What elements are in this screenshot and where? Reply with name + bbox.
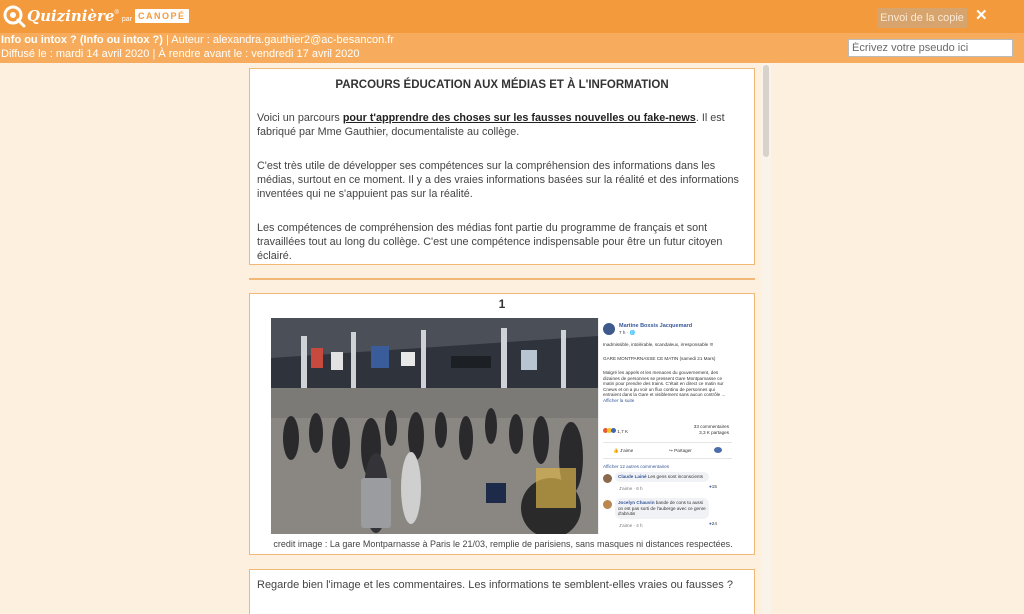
comment-1-like-count: 15 [711, 484, 717, 489]
station-photo [271, 318, 598, 534]
post-reactions [603, 428, 628, 435]
comment-avatar-1 [603, 474, 612, 483]
share-button[interactable] [669, 448, 692, 454]
comment-1-text: Les gens sont inconscients [646, 474, 704, 479]
logo-registered: ® [114, 10, 119, 16]
intro-paragraph-1 [257, 111, 747, 139]
comment-1 [615, 472, 709, 482]
comment-2-likes [709, 521, 717, 527]
quiziniere-logo-icon [2, 4, 26, 28]
comment-2-meta: J'aime · 4 h [619, 523, 643, 528]
like-label: J'aime [620, 448, 634, 453]
quiz-title: Info ou intox ? (Info ou intox ?) [1, 34, 163, 46]
close-icon[interactable]: ✕ [975, 7, 988, 24]
comments-count: 33 commentaires [693, 424, 729, 429]
fake-news-link[interactable]: pour t'apprendre des choses sur les fausses nouvelles ou fake-news [342, 112, 696, 124]
post-line-1: Inadmissible, intolérable, scandaleux, irresponsable !!! [603, 342, 714, 347]
comment-1-likes [709, 484, 717, 490]
top-bar [0, 0, 1024, 33]
info-line-2 [1, 48, 360, 60]
account-icon[interactable] [714, 447, 722, 453]
comment-2-like-count: 24 [711, 521, 717, 526]
post-divider-2 [603, 458, 732, 459]
question-2-card [249, 569, 755, 614]
logo-par: par [121, 15, 133, 23]
share-icon: ↪ [669, 448, 673, 453]
like-button[interactable] [613, 448, 633, 454]
question-1-card [249, 293, 755, 555]
post-body [603, 370, 732, 404]
reaction-count: 1,7 K [617, 429, 629, 434]
comment-2 [615, 498, 709, 519]
post-more-link[interactable]: Afficher la suite [603, 397, 635, 403]
canope-logo: CANOPÉ [135, 9, 189, 23]
image-caption: credit image : La gare Montparnasse à Paris le 21/03, remplie de parisiens, sans masques ni distances respectées. [273, 539, 733, 549]
intro-paragraph-2: C'est très utile de développer ses compétences sur la compréhension des informations dans les médias, surtout en ce moment. Il y a des vraies informations basées sur la réalité et des informations inventées qui ne s'appuient pas sur la réalité. [257, 160, 739, 200]
intro-paragraph-3: Les compétences de compréhension des médias font partie du programme de français et sont travaillées tout au long du collège. C'est une compétence indispensable pour être un futur citoyen éclairé. [257, 222, 723, 262]
intro-card [249, 68, 755, 265]
share-label: Partager [674, 448, 692, 453]
scrollbar-thumb[interactable] [763, 65, 769, 157]
comment-2-author[interactable]: Jocelyn Chauvin [618, 500, 655, 505]
comment-1-meta: J'aime · 6 h [619, 486, 643, 491]
comment-avatar-2 [603, 500, 612, 509]
due-date: | À rendre avant le : vendredi 17 avril 2020 [152, 48, 360, 60]
question-2-text: Regarde bien l'image et les commentaires. Les informations te semblent-elles vraies ou fausses ? [257, 579, 733, 591]
question-number: 1 [498, 297, 506, 311]
post-body-text: Malgré les appels et les menaces du gouvernement, des dizaines de personnes se pressent Gare Montparnasse ce matin pour prendre des trains. C'était en direct ce matin sur Cnews et on a pu voir un flux continu de personnes qui entraient dans la Gare et visiblement sans aucun contrôle ... [603, 370, 726, 398]
intro-p1-before: Voici un parcours [257, 112, 343, 124]
section-divider [249, 278, 755, 280]
comment-2-text: bande de cons tu aussi on est pas sorti de l'auberge avec ce genre d'abrutis [618, 500, 706, 517]
intro-p1-after: . Il est fabriqué par Mme Gauthier, documentaliste au collège. [257, 112, 725, 138]
station-photo-drawing [271, 318, 598, 534]
comment-1-like-icon: ● [709, 484, 712, 489]
pseudo-input[interactable] [848, 39, 1013, 57]
send-copy-button[interactable]: Envoi de la copie [877, 8, 967, 28]
globe-icon: 🌐 [629, 330, 636, 335]
thumbs-up-icon: 👍 [613, 448, 619, 453]
post-time [619, 330, 635, 336]
author-text: | Auteur : alexandra.gauthier2@ac-besancon.fr [165, 34, 395, 46]
post-avatar [603, 323, 615, 335]
shares-count: 3,3 K partages [699, 429, 729, 435]
intro-title: PARCOURS ÉDUCATION AUX MÉDIAS ET À L'INFORMATION [335, 79, 669, 91]
comment-1-author[interactable]: Claude Lainé [618, 474, 647, 479]
post-author[interactable]: Martine Boxsis Jacquemard [619, 323, 693, 329]
show-more-comments[interactable]: Afficher 12 autres commentaires [603, 464, 670, 469]
logo-text: Quizinière [27, 7, 115, 25]
comment-2-like-icon: ● [709, 521, 712, 526]
info-line-1 [1, 34, 394, 46]
scrollbar[interactable] [761, 63, 771, 614]
post-line-2: GARE MONTPARNASSE CE MATIN (samedi 21 Mars) [603, 356, 716, 361]
quiziniere-logo [2, 4, 189, 28]
facebook-post [598, 318, 735, 534]
like-reaction-icon [611, 428, 616, 433]
post-divider [603, 442, 732, 443]
info-bar [0, 33, 1024, 63]
published-date: Diffusé le : mardi 14 avril 2020 [1, 48, 150, 60]
post-stats [694, 424, 729, 435]
post-time-text: 7 h · [619, 330, 630, 335]
